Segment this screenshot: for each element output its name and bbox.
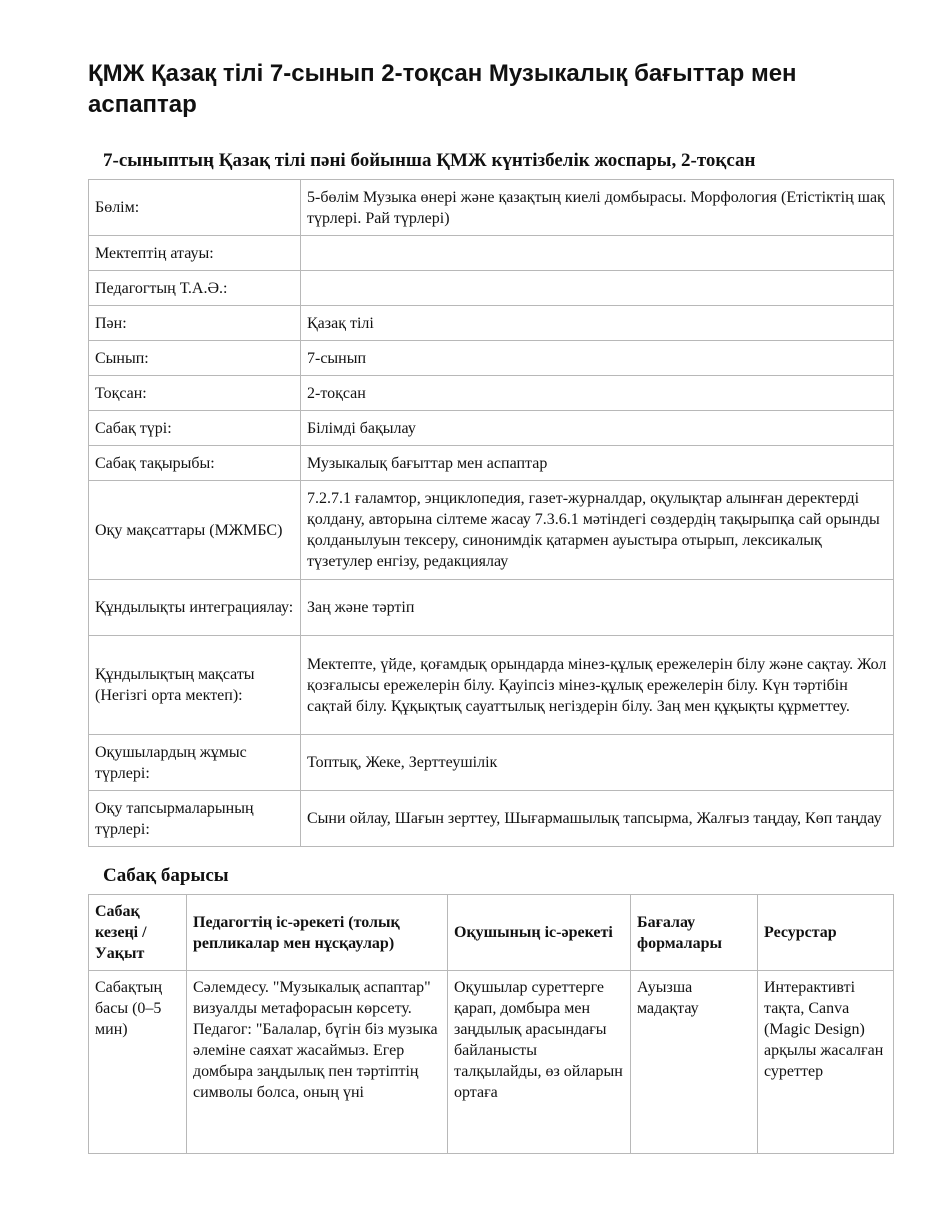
info-value: [301, 236, 894, 271]
lesson-row: [89, 971, 894, 1154]
info-row: [89, 411, 894, 446]
plan-subtitle: 7-сыныптың Қазақ тілі пәні бойынша ҚМЖ күнтізбелік жоспары, 2-тоқсан: [103, 150, 756, 171]
info-label: Оқушылардың жұмыс түрлері:: [89, 735, 301, 791]
cell-text: Оқушылар суреттерге қарап, домбыра мен заңдылық арасындағы байланысты талқылайды, өз ойларын ортаға: [454, 979, 623, 1101]
info-value: 7-сынып: [301, 341, 894, 376]
cell-text: Сәлемдесу. "Музыкалық аспаптар" визуалды метафорасын көрсету. Педагог: "Балалар, бүгін біз музыка әлеміне саяхат жасаймыз. Егер домбыра заңдылық пен тәртіптің символы болса, оның үні: [193, 979, 438, 1101]
lesson-header-row: [89, 895, 894, 971]
info-label: Бөлім:: [89, 180, 301, 236]
info-row: [89, 376, 894, 411]
info-label: Сынып:: [89, 341, 301, 376]
info-row: [89, 180, 894, 236]
info-value: Заң және тәртіп: [301, 580, 894, 636]
info-label: Оқу мақсаттары (МЖМБС): [89, 481, 301, 580]
info-label: Сабақ тақырыбы:: [89, 446, 301, 481]
info-row: [89, 271, 894, 306]
lesson-flow-table: [88, 894, 894, 1154]
column-header: Оқушының іс-әрекеті: [448, 895, 631, 971]
document-page: [88, 58, 893, 1154]
info-value: Мектепте, үйде, қоғамдық орындарда мінез-құлық ережелерін білу және сақтау. Жол қозғалысы ережелерін білу. Қауіпсіз мінез-құлық ережелерін білу. Күн тәртібін сақтай білу. Құқықтық сауаттылық негіздерін білу. Заң мен құқықты құрметтеу.: [301, 636, 894, 735]
info-label: Мектептің атауы:: [89, 236, 301, 271]
section-title: Сабақ барысы: [103, 865, 229, 886]
info-value: [301, 271, 894, 306]
column-header: Педагогтің іс-әрекеті (толық репликалар мен нұсқаулар): [187, 895, 448, 971]
info-row: [89, 446, 894, 481]
info-value: Сыни ойлау, Шағын зерттеу, Шығармашылық тапсырма, Жалғыз таңдау, Көп таңдау: [301, 791, 894, 847]
lesson-info-table: [88, 179, 894, 847]
column-header: Ресурстар: [758, 895, 894, 971]
info-value: Білімді бақылау: [301, 411, 894, 446]
info-label: Құндылықтың мақсаты (Негізгі орта мектеп):: [89, 636, 301, 735]
lesson-cell: [758, 971, 894, 1154]
column-header: Сабақ кезеңі / Уақыт: [89, 895, 187, 971]
info-row: [89, 580, 894, 636]
info-label: Педагогтың Т.А.Ә.:: [89, 271, 301, 306]
info-row: [89, 481, 894, 580]
info-row: [89, 735, 894, 791]
page-title: ҚМЖ Қазақ тілі 7-сынып 2-тоқсан Музыкалық бағыттар мен аспаптар: [88, 60, 797, 118]
lesson-cell: [89, 971, 187, 1154]
info-value: 5-бөлім Музыка өнері және қазақтың киелі домбырасы. Морфология (Етістіктің шақ түрлері. Рай түрлері): [301, 180, 894, 236]
info-row: [89, 636, 894, 735]
info-label: Құндылықты интеграциялау:: [89, 580, 301, 636]
cell-text: Ауызша мадақтау: [637, 979, 699, 1017]
info-value: 7.2.7.1 ғаламтор, энциклопедия, газет-журналдар, оқулықтар алынған деректерді қолдану, авторына сілтеме жасау 7.3.6.1 мәтіндегі сөздердің тақырыпқа сай орынды қолданылуын тексеру, синонимдік қатармен ауыстыра отырып, лексикалық түзетулер енгізу, редакциялау: [301, 481, 894, 580]
info-value: Қазақ тілі: [301, 306, 894, 341]
cell-text: Сабақтың басы (0–5 мин): [95, 979, 163, 1038]
lesson-cell: [187, 971, 448, 1154]
lesson-cell: [448, 971, 631, 1154]
column-header: Бағалау формалары: [631, 895, 758, 971]
info-value: Музыкалық бағыттар мен аспаптар: [301, 446, 894, 481]
info-value: 2-тоқсан: [301, 376, 894, 411]
info-value: Топтық, Жеке, Зерттеушілік: [301, 735, 894, 791]
info-label: Тоқсан:: [89, 376, 301, 411]
info-label: Оқу тапсырмаларының түрлері:: [89, 791, 301, 847]
info-row: [89, 236, 894, 271]
info-label: Пән:: [89, 306, 301, 341]
cell-text: Интерактивті тақта, Canva (Magic Design) арқылы жасалған суреттер: [764, 979, 884, 1080]
info-row: [89, 306, 894, 341]
lesson-cell: [631, 971, 758, 1154]
info-row: [89, 341, 894, 376]
info-label: Сабақ түрі:: [89, 411, 301, 446]
info-row: [89, 791, 894, 847]
